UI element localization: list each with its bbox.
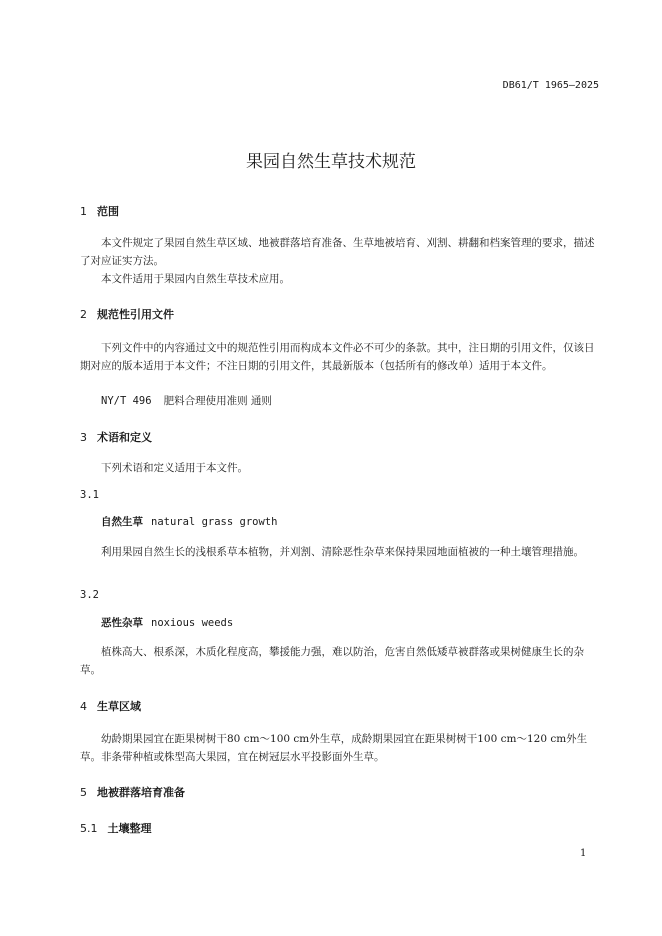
section-number: 5 [80,786,87,799]
section-title: 地被群落培育准备 [97,786,185,799]
section-5-heading [80,784,185,800]
section-4-heading [80,698,141,714]
term-3-1-definition: 利用果园自然生长的浅根系草本植物，并刈割、清除恶性杂草来保持果园地面植被的一种土壤管理措施。 [101,546,584,558]
section-1-paragraph-2: 本文件适用于果园内自然生草技术应用。 [101,273,290,285]
section-1-heading [80,203,119,219]
section-2-heading [80,306,174,322]
document-number: DB61/T 1965—2025 [502,80,599,91]
subsection-title: 土壤整理 [107,822,152,835]
term-3-2-definition: 植株高大、根系深，木质化程度高，攀援能力强，难以防治，危害自然低矮草被群落或果树健康生长的杂草。 [80,646,584,676]
term-3-2 [101,615,233,630]
term-english: noxious weeds [151,617,234,629]
section-2-paragraph-1: 下列文件中的内容通过文中的规范性引用而构成本文件必不可少的条款。其中，注日期的引用文件，仅该日期对应的版本适用于本文件；不注日期的引用文件，其最新版本（包括所有的修改单）适用于本文件。 [80,342,595,372]
section-title: 范围 [97,205,119,218]
section-title: 生草区域 [97,700,141,713]
term-chinese: 恶性杂草 [101,617,143,629]
normative-reference [101,393,272,408]
term-3-1-number: 3.1 [80,489,99,501]
section-number: 1 [80,205,87,218]
subsection-5-1-heading [80,820,152,836]
subsection-number: 5.1 [80,822,98,835]
section-number: 2 [80,308,87,321]
reference-title: 肥料合理使用准则 通则 [163,395,272,407]
page-title: 果园自然生草技术规范 [246,152,416,172]
term-3-1 [101,514,277,529]
term-3-2-number: 3.2 [80,589,99,601]
page-number: 1 [580,848,587,859]
section-title: 术语和定义 [97,431,152,444]
section-3-heading [80,429,152,445]
term-english: natural grass growth [151,516,278,528]
section-number: 3 [80,431,87,444]
section-number: 4 [80,700,87,713]
section-3-paragraph-1: 下列术语和定义适用于本文件。 [101,462,248,474]
term-chinese: 自然生草 [101,516,143,528]
reference-code: NY/T 496 [101,395,152,407]
section-title: 规范性引用文件 [97,308,174,321]
section-1-paragraph-1: 本文件规定了果园自然生草区域、地被群落培育准备、生草地被培育、刈割、耕翻和档案管理的要求，描述了对应证实方法。 [80,237,595,267]
section-4-paragraph-1: 幼龄期果园宜在距果树树干80 cm～100 cm外生草，成龄期果园宜在距果树树干100 cm～120 cm外生草。非条带种植或株型高大果园，宜在树冠层水平投影面外生草。 [80,733,588,763]
